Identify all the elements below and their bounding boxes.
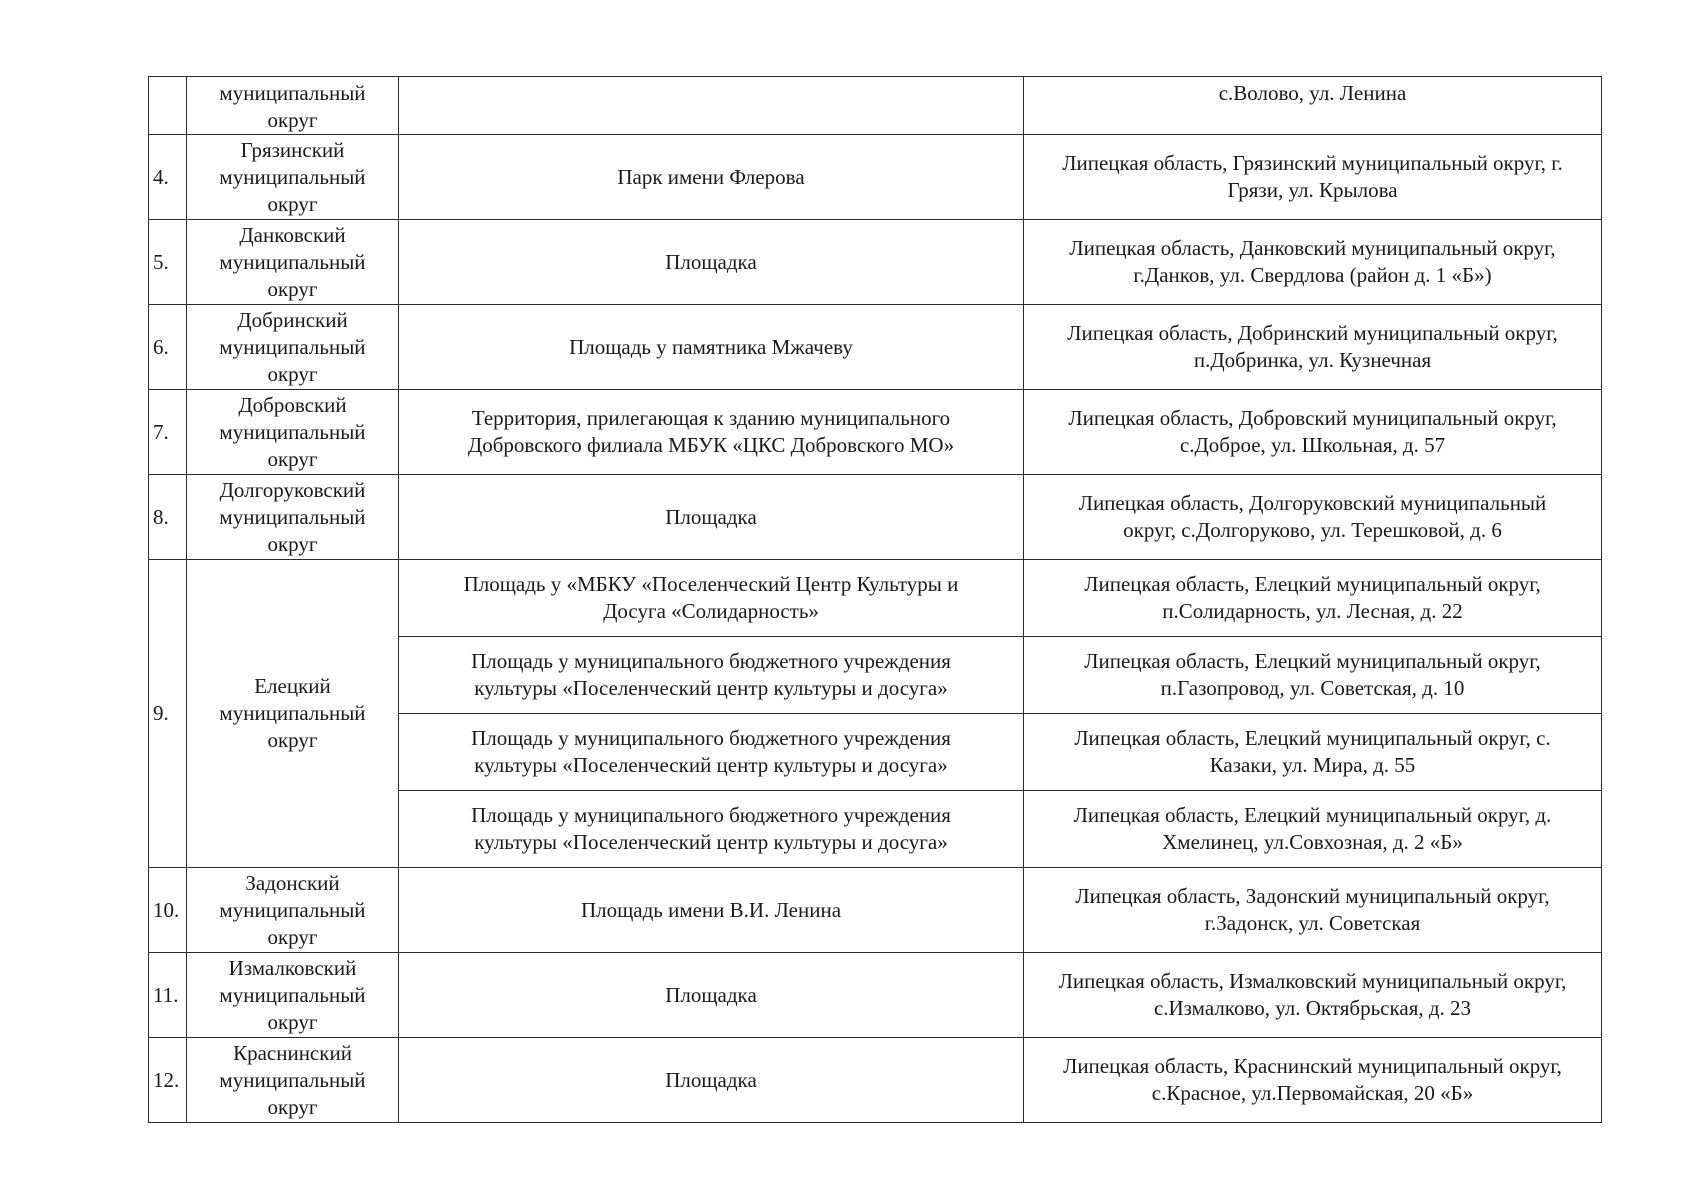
address-cell: Липецкая область, Измалковский муниципальный округ, с.Измалково, ул. Октябрьская, д. 23 [1024, 953, 1602, 1038]
table-row [149, 135, 1602, 220]
district-cell: Краснинский муниципальный округ [187, 1038, 399, 1123]
row-number: 4. [149, 135, 187, 220]
object-cell: Площадка [399, 1038, 1024, 1123]
table-row [149, 475, 1602, 560]
table-row [149, 390, 1602, 475]
table-row [149, 220, 1602, 305]
address-cell: Липецкая область, Елецкий муниципальный округ, п.Газопровод, ул. Советская, д. 10 [1024, 637, 1602, 714]
district-cell: Елецкий муниципальный округ [187, 560, 399, 868]
object-cell: Площадь у муниципального бюджетного учреждения культуры «Поселенческий центр культуры и досуга» [399, 791, 1024, 868]
district-cell: Измалковский муниципальный округ [187, 953, 399, 1038]
row-number: 11. [149, 953, 187, 1038]
address-cell: Липецкая область, Краснинский муниципальный округ, с.Красное, ул.Первомайская, 20 «Б» [1024, 1038, 1602, 1123]
row-number: 12. [149, 1038, 187, 1123]
table-row [149, 953, 1602, 1038]
district-cell: Задонский муниципальный округ [187, 868, 399, 953]
object-cell [399, 77, 1024, 135]
object-cell: Территория, прилегающая к зданию муниципального Добровского филиала МБУК «ЦКС Добровского МО» [399, 390, 1024, 475]
district-cell: Добринский муниципальный округ [187, 305, 399, 390]
object-cell: Площадь у «МБКУ «Поселенческий Центр Культуры и Досуга «Солидарность» [399, 560, 1024, 637]
row-number: 6. [149, 305, 187, 390]
address-cell: Липецкая область, Добринский муниципальный округ, п.Добринка, ул. Кузнечная [1024, 305, 1602, 390]
object-cell: Площадка [399, 953, 1024, 1038]
object-cell: Площадь у муниципального бюджетного учреждения культуры «Поселенческий центр культуры и досуга» [399, 714, 1024, 791]
object-cell: Площадка [399, 475, 1024, 560]
table-row [149, 305, 1602, 390]
district-cell: Данковский муниципальный округ [187, 220, 399, 305]
address-cell: Липецкая область, Добровский муниципальный округ, с.Доброе, ул. Школьная, д. 57 [1024, 390, 1602, 475]
table-row [149, 77, 1602, 135]
district-cell: муниципальный округ [187, 77, 399, 135]
district-cell: Добровский муниципальный округ [187, 390, 399, 475]
district-cell: Грязинский муниципальный округ [187, 135, 399, 220]
object-cell: Площадь имени В.И. Ленина [399, 868, 1024, 953]
table-row [149, 868, 1602, 953]
locations-table-body [149, 77, 1602, 1123]
object-cell: Парк имени Флерова [399, 135, 1024, 220]
address-cell: с.Волово, ул. Ленина [1024, 77, 1602, 135]
object-cell: Площадь у муниципального бюджетного учреждения культуры «Поселенческий центр культуры и досуга» [399, 637, 1024, 714]
row-number: 7. [149, 390, 187, 475]
address-cell: Липецкая область, Елецкий муниципальный округ, с. Казаки, ул. Мира, д. 55 [1024, 714, 1602, 791]
address-cell: Липецкая область, Елецкий муниципальный округ, п.Солидарность, ул. Лесная, д. 22 [1024, 560, 1602, 637]
address-cell: Липецкая область, Данковский муниципальный округ, г.Данков, ул. Свердлова (район д. 1 «Б») [1024, 220, 1602, 305]
address-cell: Липецкая область, Грязинский муниципальный округ, г. Грязи, ул. Крылова [1024, 135, 1602, 220]
object-cell: Площадка [399, 220, 1024, 305]
row-number [149, 77, 187, 135]
address-cell: Липецкая область, Елецкий муниципальный округ, д. Хмелинец, ул.Совхозная, д. 2 «Б» [1024, 791, 1602, 868]
district-cell: Долгоруковский муниципальный округ [187, 475, 399, 560]
object-cell: Площадь у памятника Мжачеву [399, 305, 1024, 390]
table-row [149, 560, 1602, 637]
table-row [149, 1038, 1602, 1123]
address-cell: Липецкая область, Долгоруковский муниципальный округ, с.Долгоруково, ул. Терешковой, д. 6 [1024, 475, 1602, 560]
address-cell: Липецкая область, Задонский муниципальный округ, г.Задонск, ул. Советская [1024, 868, 1602, 953]
row-number: 9. [149, 560, 187, 868]
row-number: 8. [149, 475, 187, 560]
row-number: 5. [149, 220, 187, 305]
locations-table [148, 76, 1602, 1123]
row-number: 10. [149, 868, 187, 953]
